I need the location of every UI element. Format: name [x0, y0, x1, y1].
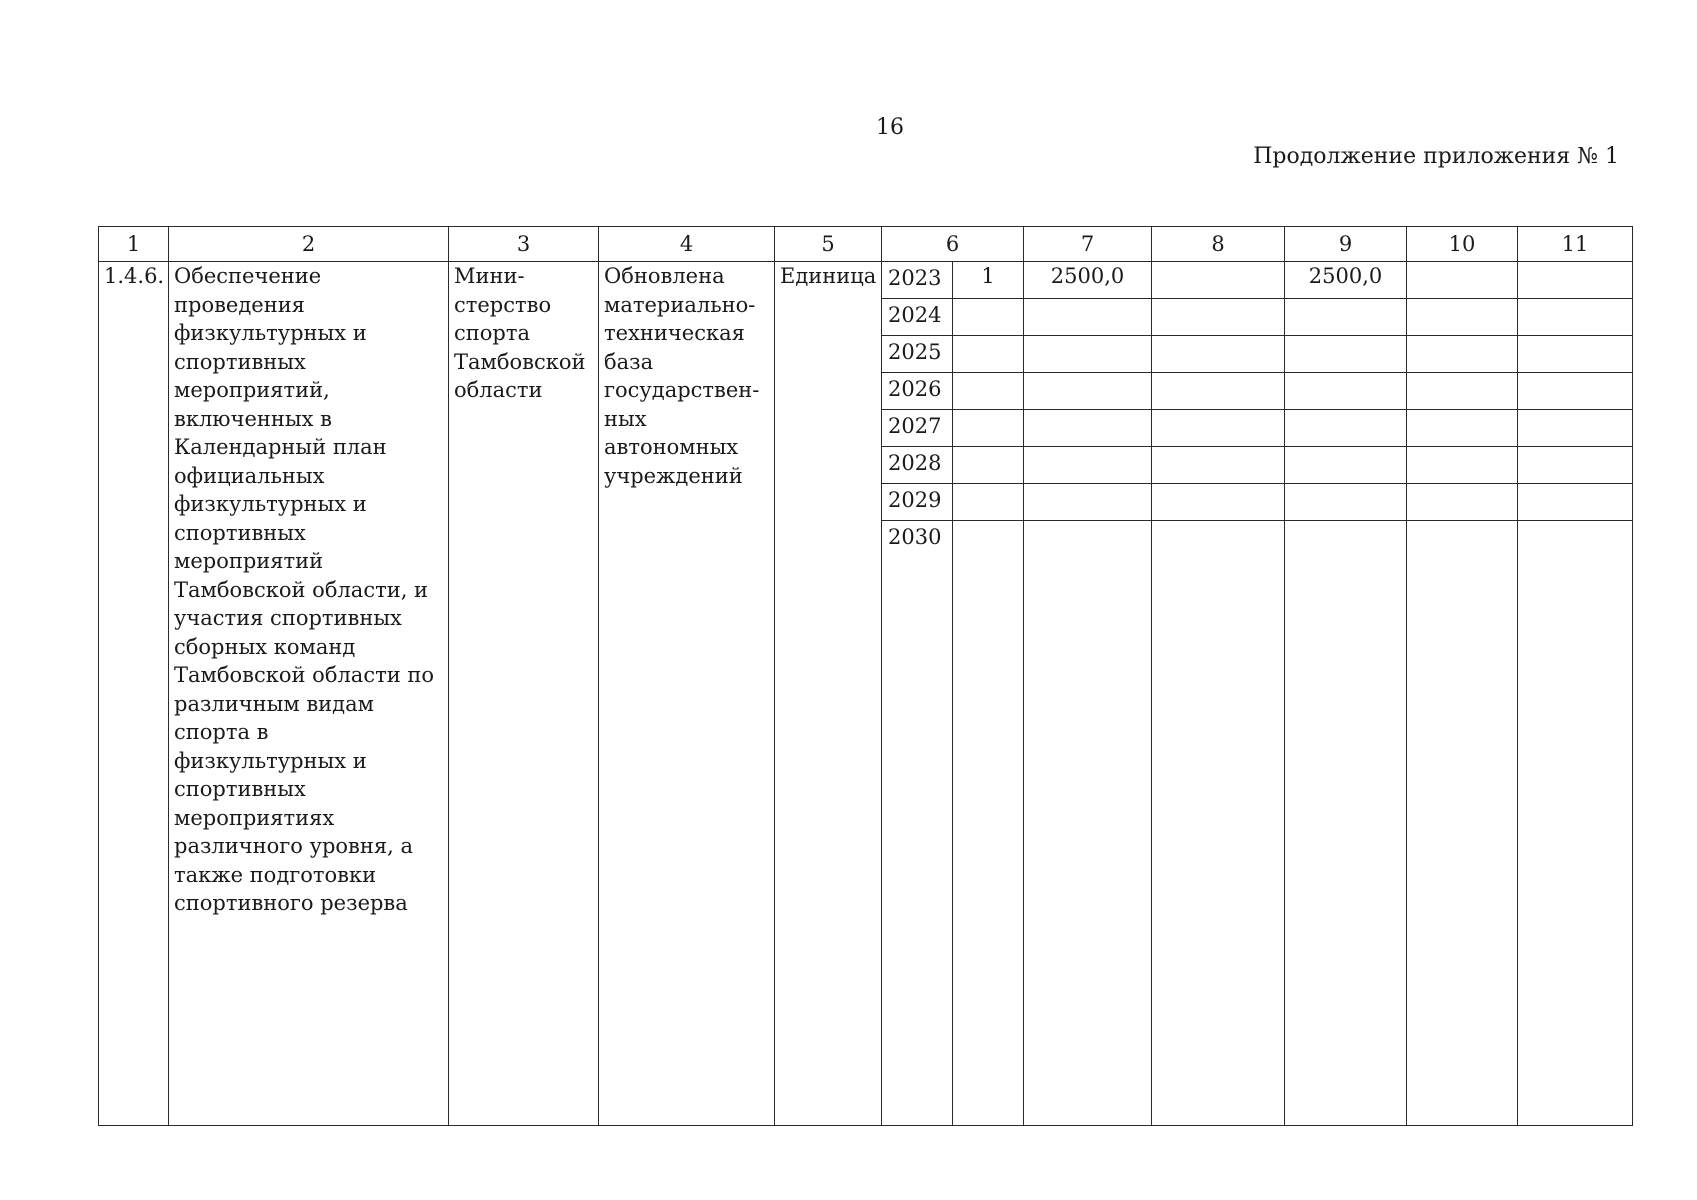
column-8-cell: [1152, 373, 1285, 410]
indicator-value-cell: [953, 410, 1024, 447]
header-cell-9: 9: [1285, 227, 1407, 262]
year-cell: 2029: [882, 484, 953, 521]
header-cell-6: 6: [882, 227, 1024, 262]
column-11-cell: [1518, 447, 1633, 484]
column-10-cell: [1407, 447, 1518, 484]
year-cell: 2030: [882, 521, 953, 1126]
column-10-cell: [1407, 410, 1518, 447]
column-9-cell: [1285, 373, 1407, 410]
column-11-cell: [1518, 410, 1633, 447]
indicator-value-cell: [953, 447, 1024, 484]
column-11-cell: [1518, 521, 1633, 1126]
column-9-cell: [1285, 336, 1407, 373]
continuation-label: Продолжение приложения № 1: [1253, 144, 1619, 169]
year-cell: 2026: [882, 373, 953, 410]
indicator-value-cell: [953, 373, 1024, 410]
indicator-value-cell: 1: [953, 262, 1024, 299]
column-11-cell: [1518, 299, 1633, 336]
column-10-cell: [1407, 373, 1518, 410]
column-9-cell: [1285, 484, 1407, 521]
column-7-cell: [1024, 410, 1152, 447]
column-9-cell: [1285, 447, 1407, 484]
header-cell-3: 3: [449, 227, 599, 262]
column-10-cell: [1407, 299, 1518, 336]
year-cell: 2028: [882, 447, 953, 484]
header-cell-10: 10: [1407, 227, 1518, 262]
column-11-cell: [1518, 336, 1633, 373]
column-8-cell: [1152, 447, 1285, 484]
column-7-cell: [1024, 373, 1152, 410]
indicator-value-cell: [953, 484, 1024, 521]
column-9-cell: [1285, 299, 1407, 336]
column-11-cell: [1518, 484, 1633, 521]
page-number: 16: [876, 115, 904, 140]
column-11-cell: [1518, 373, 1633, 410]
header-cell-4: 4: [599, 227, 775, 262]
column-7-cell: [1024, 447, 1152, 484]
event-description-cell: Обеспечение проведения физкультурных и спортивных мероприятий, включенных в Календарный план официальных физкультурных и спортивных мероприятий Тамбовской области, и участия спортивных сборных команд Тамбовской области по различным видам спорта в физкультурных и спортивных мероприятиях различного уровня, а также подготовки спортивного резерва: [169, 262, 449, 1126]
column-9-cell: [1285, 521, 1407, 1126]
year-cell: 2025: [882, 336, 953, 373]
header-cell-1: 1: [99, 227, 169, 262]
header-row: [99, 227, 1633, 262]
column-8-cell: [1152, 484, 1285, 521]
year-cell: 2024: [882, 299, 953, 336]
column-10-cell: [1407, 262, 1518, 299]
column-9-cell: [1285, 410, 1407, 447]
column-10-cell: [1407, 484, 1518, 521]
indicator-value-cell: [953, 521, 1024, 1126]
year-cell: 2027: [882, 410, 953, 447]
column-8-cell: [1152, 336, 1285, 373]
header-cell-2: 2: [169, 227, 449, 262]
column-7-cell: [1024, 336, 1152, 373]
column-9-cell: 2500,0: [1285, 262, 1407, 299]
column-10-cell: [1407, 521, 1518, 1126]
column-11-cell: [1518, 262, 1633, 299]
indicator-value-cell: [953, 336, 1024, 373]
header-cell-5: 5: [775, 227, 882, 262]
header-cell-11: 11: [1518, 227, 1633, 262]
executor-cell: Мини-стерство спорта Тамбовской области: [449, 262, 599, 1126]
column-8-cell: [1152, 299, 1285, 336]
column-7-cell: [1024, 299, 1152, 336]
column-8-cell: [1152, 521, 1285, 1126]
header-cell-8: 8: [1152, 227, 1285, 262]
column-7-cell: 2500,0: [1024, 262, 1152, 299]
column-8-cell: [1152, 410, 1285, 447]
unit-cell: Единица: [775, 262, 882, 1126]
column-10-cell: [1407, 336, 1518, 373]
column-7-cell: [1024, 484, 1152, 521]
table-row: [99, 262, 1633, 299]
year-cell: 2023: [882, 262, 953, 299]
event-code-cell: 1.4.6.: [99, 262, 169, 1126]
column-7-cell: [1024, 521, 1152, 1126]
program-table: [98, 226, 1633, 1126]
result-cell: Обновлена материально-техническая база государствен-ных автономных учреждений: [599, 262, 775, 1126]
header-cell-7: 7: [1024, 227, 1152, 262]
column-8-cell: [1152, 262, 1285, 299]
indicator-value-cell: [953, 299, 1024, 336]
